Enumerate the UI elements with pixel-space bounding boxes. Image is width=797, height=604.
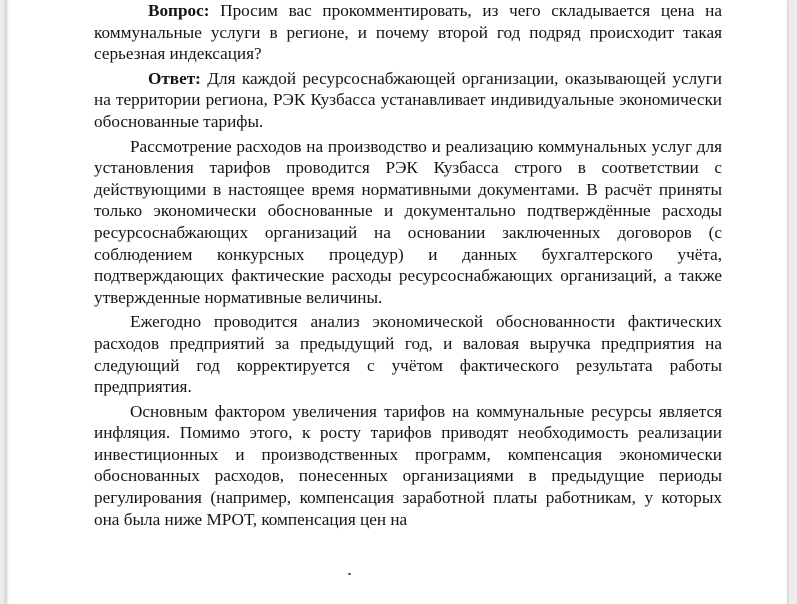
document-body xyxy=(94,0,722,530)
answer-paragraph xyxy=(94,68,722,133)
body-paragraph-analysis: Ежегодно проводится анализ экономической обоснованности фактических расходов предприятий за предыдущий год, и валовая выручка предприятия на следующий год корректируется с учётом фактического результата работы предприятия. xyxy=(94,312,722,397)
scanned-page xyxy=(6,0,787,604)
scan-speck xyxy=(348,573,351,575)
question-text: Просим вас прокомментировать, из чего складывается цена на коммунальные услуги в регионе, и почему второй год подряд происходит такая серьезная индексация? xyxy=(94,1,722,64)
body-paragraph-costs: Рассмотрение расходов на производство и реализацию коммунальных услуг для установления тарифов проводится РЭК Кузбасса строго в соответствии с действующими в настоящее время нормативными документами. В расчёт приняты только экономически обоснованные и документально подтверждённые расходы ресурсоснабжающих организаций на основании заключенных договоров (с соблюдением конкурсных процедур) и данных бухгалтерского учёта, подтверждающих фактические расходы ресурсоснабжающих организаций, а также утвержденные нормативные величины. xyxy=(94,136,722,307)
answer-label: Ответ: xyxy=(148,68,201,88)
answer-text: Для каждой ресурсоснабжающей организации, оказывающей услуги на территории региона, РЭК Кузбасса устанавливает индивидуальные экономически обоснованные тарифы. xyxy=(94,68,722,131)
body-paragraph-factors: Основным фактором увеличения тарифов на коммунальные ресурсы является инфляция. Помимо этого, к росту тарифов приводят необходимость реализации инвестиционных и производственных программ, компенсация экономически обоснованных расходов, понесенных организациями в предыдущие периоды регулирования (например, компенсация заработной платы работникам, у которых она была ниже МРОТ, компенсация цен на xyxy=(94,401,722,529)
question-label: Вопрос: xyxy=(148,1,210,20)
question-paragraph xyxy=(94,0,722,65)
scan-edge-shadow xyxy=(6,0,9,604)
